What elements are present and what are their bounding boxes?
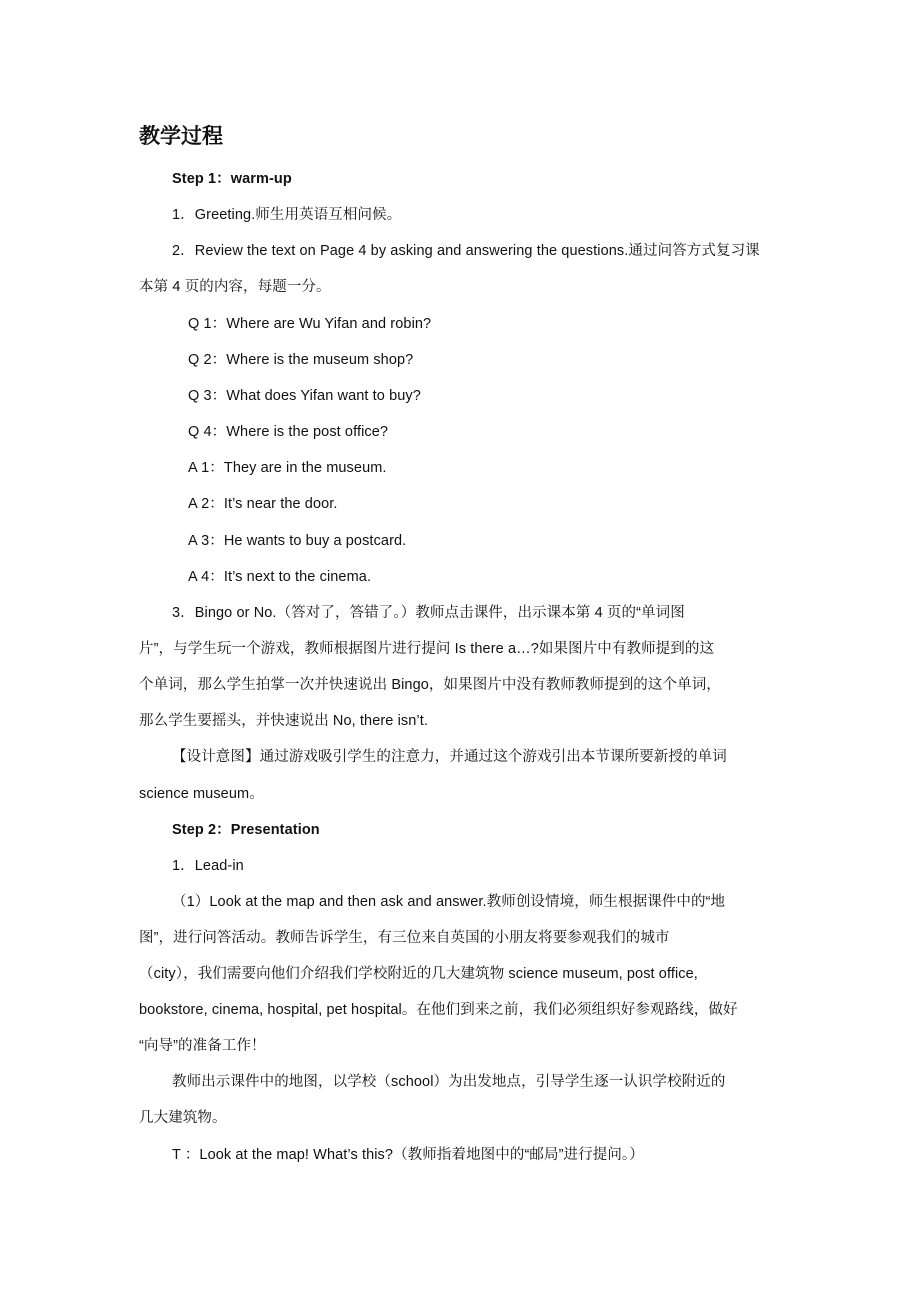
design-intent-line: science museum。	[139, 786, 264, 802]
step2-item-leadin: 1．Lead-in	[172, 858, 244, 874]
qa-line: A 3：He wants to buy a postcard.	[188, 533, 407, 549]
school-paragraph-line: 教师出示课件中的地图，以学校（school）为出发地点，引导学生逐一认识学校附近的	[172, 1074, 726, 1090]
bingo-paragraph-line: 片”，与学生玩一个游戏，教师根据图片进行提问 Is there a…?如果图片中有教师提到的这	[139, 641, 715, 657]
step2-heading: Step 2：Presentation	[172, 822, 320, 838]
step1-item-review-line1: 2．Review the text on Page 4 by asking and answering the questions.通过问答方式复习课	[172, 243, 760, 259]
map-paragraph-line: bookstore, cinema, hospital, pet hospital。在他们到来之前，我们必须组织好参观路线，做好	[139, 1002, 738, 1018]
map-paragraph-line: 图”，进行问答活动。教师告诉学生，有三位来自英国的小朋友将要参观我们的城市	[139, 930, 670, 946]
qa-line: Q 2：Where is the museum shop?	[188, 352, 414, 368]
bingo-paragraph-line: 那么学生要摇头，并快速说出 No, there isn’t.	[139, 713, 429, 729]
teacher-dialogue-line: T ：Look at the map! What’s this?（教师指着地图中的“邮局”进行提问。）	[172, 1147, 644, 1163]
bingo-paragraph-line: 3．Bingo or No.（答对了，答错了。）教师点击课件，出示课本第 4 页的“单词图	[172, 605, 685, 621]
map-paragraph-line: （city），我们需要向他们介绍我们学校附近的几大建筑物 science museum, post office,	[139, 966, 698, 982]
qa-line: Q 1：Where are Wu Yifan and robin?	[188, 316, 432, 332]
map-paragraph-line: （1）Look at the map and then ask and answer.教师创设情境，师生根据课件中的“地	[172, 894, 726, 910]
step1-item-review-line2: 本第 4 页的内容，每题一分。	[139, 279, 331, 295]
page-title: 教学过程	[139, 125, 223, 148]
design-intent-line: 【设计意图】通过游戏吸引学生的注意力，并通过这个游戏引出本节课所要新授的单词	[172, 749, 727, 765]
qa-line: Q 4：Where is the post office?	[188, 424, 389, 440]
bingo-paragraph-line: 个单词，那么学生拍掌一次并快速说出 Bingo，如果图片中没有教师教师提到的这个单词，	[139, 677, 721, 693]
qa-line: A 1：They are in the museum.	[188, 460, 387, 476]
map-paragraph-line: “向导”的准备工作！	[139, 1038, 266, 1054]
step1-item-greeting: 1．Greeting.师生用英语互相问候。	[172, 207, 402, 223]
qa-line: A 4：It’s next to the cinema.	[188, 569, 372, 585]
qa-line: A 2：It’s near the door.	[188, 496, 338, 512]
school-paragraph-line: 几大建筑物。	[139, 1110, 227, 1126]
qa-line: Q 3：What does Yifan want to buy?	[188, 388, 421, 404]
step1-heading: Step 1：warm-up	[172, 171, 292, 187]
